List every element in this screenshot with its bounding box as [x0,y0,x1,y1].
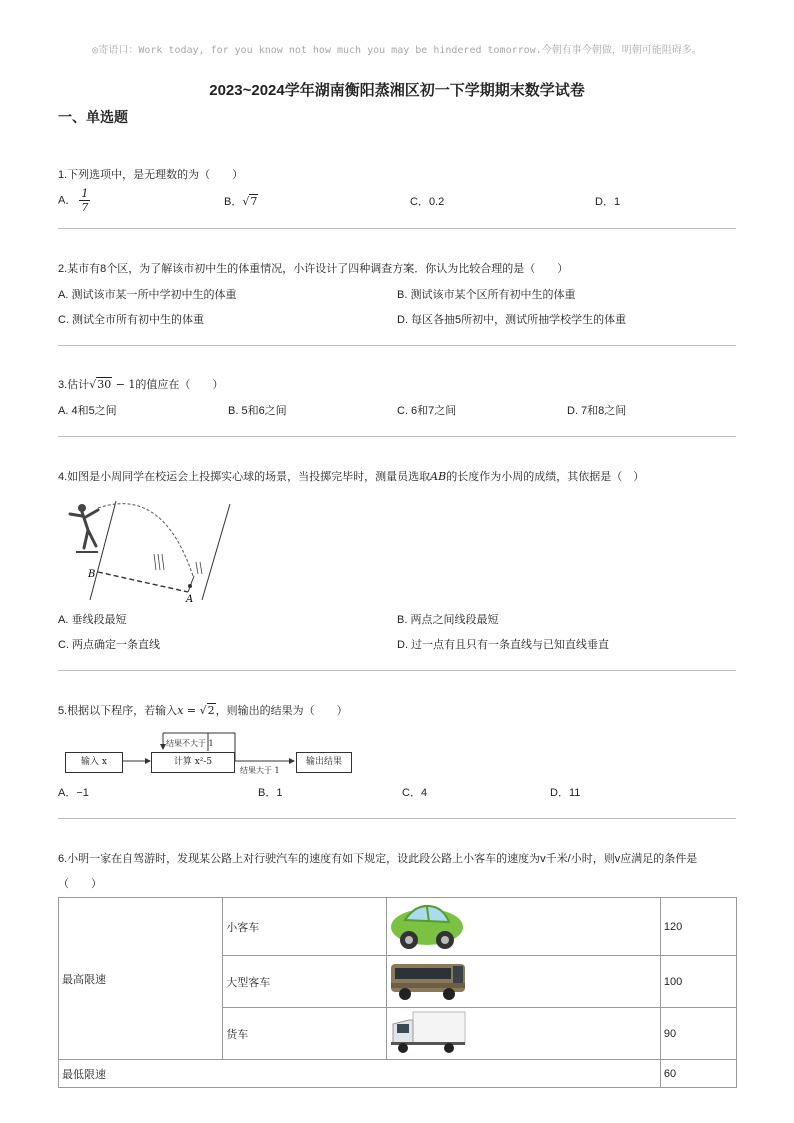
vehicle-type: 大型客车 [223,956,387,1008]
q3-stem-pre: 3.估计 [58,379,90,391]
q4-stem-post: 的长度作为小周的成绩，其依据是（ ） [446,471,645,483]
q4-option-d[interactable]: D. 过一点有且只有一条直线与已知直线垂直 [397,639,610,651]
athlete-figure [70,504,98,552]
flow-loop-label: 结果不大于 1 [166,739,214,748]
speed-limit-table [58,897,737,1088]
q2-option-c[interactable]: C. 测试全市所有初中生的体重 [58,314,205,326]
q4-stem-ab: AB [430,470,447,483]
q3-stem-post: 的值应在（ ） [135,379,224,391]
q4-option-c[interactable]: C. 两点确定一条直线 [58,639,161,651]
max-limit-label: 最高限速 [59,898,223,1060]
q3-stem-mid: − 1 [112,378,136,391]
q5-option-b[interactable]: B．1 [258,787,283,799]
divider [58,345,736,346]
point-b-label: B [88,569,96,580]
q6-stem-cont: （ ） [58,878,102,890]
divider [58,436,736,437]
q5-option-c[interactable]: C．4 [402,787,428,799]
q2-option-b[interactable]: B. 测试该市某个区所有初中生的体重 [397,289,576,301]
q3-option-b[interactable]: B. 5和6之间 [228,405,287,417]
q4-option-b[interactable]: B. 两点之间线段最短 [397,614,499,626]
motto-header: ◎寄语口：Work today, for you know not how much you may be hindered tomorrow.今朝有事今朝做，明朝可能阻碍多。 [92,45,702,56]
q6-stem: 6.小明一家在自驾游时，发现某公路上对行驶汽车的速度有如下规定，设此段公路上小客车的速度为v千米/小时，则v应满足的条件是 [58,853,698,865]
vehicle-image-cell [387,956,660,1008]
q1-a-label: A． [58,194,77,207]
q5-sqrt: √2 [199,704,215,717]
min-limit-value: 60 [660,1060,736,1088]
q4-stem [58,470,644,484]
q1-b-label: B． [224,196,243,208]
divider [58,670,736,671]
q4-stem-pre: 4.如图是小周同学在校运会上投掷实心球的场景，当投掷完毕时，测量员选取 [58,471,431,483]
min-limit-label: 最低限速 [59,1060,661,1088]
q5-stem-pre: 5.根据以下程序，若输入 [58,705,178,717]
speed-limit-value: 120 [660,898,736,956]
speed-limit-value: 100 [660,956,736,1008]
q3-option-a[interactable]: A. 4和5之间 [58,405,117,417]
q5-stem-post: ，则输出的结果为（ ） [215,705,348,717]
flow-calc-box: 计算 x²-5 [151,752,235,773]
measure-markers [154,554,202,574]
q2-option-d[interactable]: D. 每区各抽5所初中，测试所抽学校学生的体重 [397,314,627,326]
q5-radicand: 2 [207,704,215,717]
q1-b-sqrt: √7 [242,195,258,208]
q3-stem [58,378,223,392]
vehicle-image-cell [387,898,660,956]
q5-option-a[interactable]: A．−1 [58,787,89,799]
q1-a-fraction [79,187,90,214]
vehicle-type: 货车 [223,1008,387,1060]
small-car-image [389,900,465,950]
flow-gt-label: 结果大于 1 [240,766,280,775]
q1-stem: 1.下列选项中，是无理数的为（ ） [58,169,244,181]
q3-option-d[interactable]: D. 7和8之间 [567,405,627,417]
section-heading: 一、单选题 [58,109,128,125]
q3-option-c[interactable]: C. 6和7之间 [397,405,457,417]
table-row [59,1060,737,1088]
vehicle-image-cell [387,1008,660,1060]
flow-input-box: 输入 x [65,752,123,773]
q1-option-b[interactable] [224,195,258,209]
bus-image [389,958,467,1002]
truck-image [389,1010,467,1054]
vehicle-type: 小客车 [223,898,387,956]
q1-b-radicand: 7 [250,195,258,208]
point-a-label: A [186,594,194,604]
q1-option-d[interactable]: D．1 [595,196,621,208]
divider [58,228,736,229]
table-row [59,898,737,956]
q2-option-a[interactable]: A. 测试该市某一所中学初中生的体重 [58,289,237,301]
page-title: 2023~2024学年湖南衡阳蒸湘区初一下学期期末数学试卷 [209,82,585,99]
q1-option-c[interactable]: C．0.2 [410,196,445,208]
q1-a-denominator: 7 [81,201,89,214]
q1-option-a[interactable] [58,187,90,214]
ball-mark [188,584,192,588]
throw-line-right [202,504,230,600]
segment-ab [98,572,188,592]
q5-stem [58,704,348,718]
q3-sqrt: √30 [89,378,112,391]
q1-a-numerator: 1 [81,187,89,200]
q3-radicand: 30 [97,378,112,391]
landing-line [188,576,194,592]
q4-option-a[interactable]: A. 垂线段最短 [58,614,127,626]
q2-stem: 2.某市有8个区，为了解该市初中生的体重情况，小许设计了四种调查方案．你认为比较合理的是（ ） [58,263,569,275]
speed-limit-value: 90 [660,1008,736,1060]
divider [58,818,736,819]
shot-put-figure [58,496,233,604]
flow-output-box: 输出结果 [296,752,352,773]
q5-option-d[interactable]: D．11 [550,787,581,799]
q5-stem-x: x = [177,704,200,717]
throw-line-left [90,501,116,600]
